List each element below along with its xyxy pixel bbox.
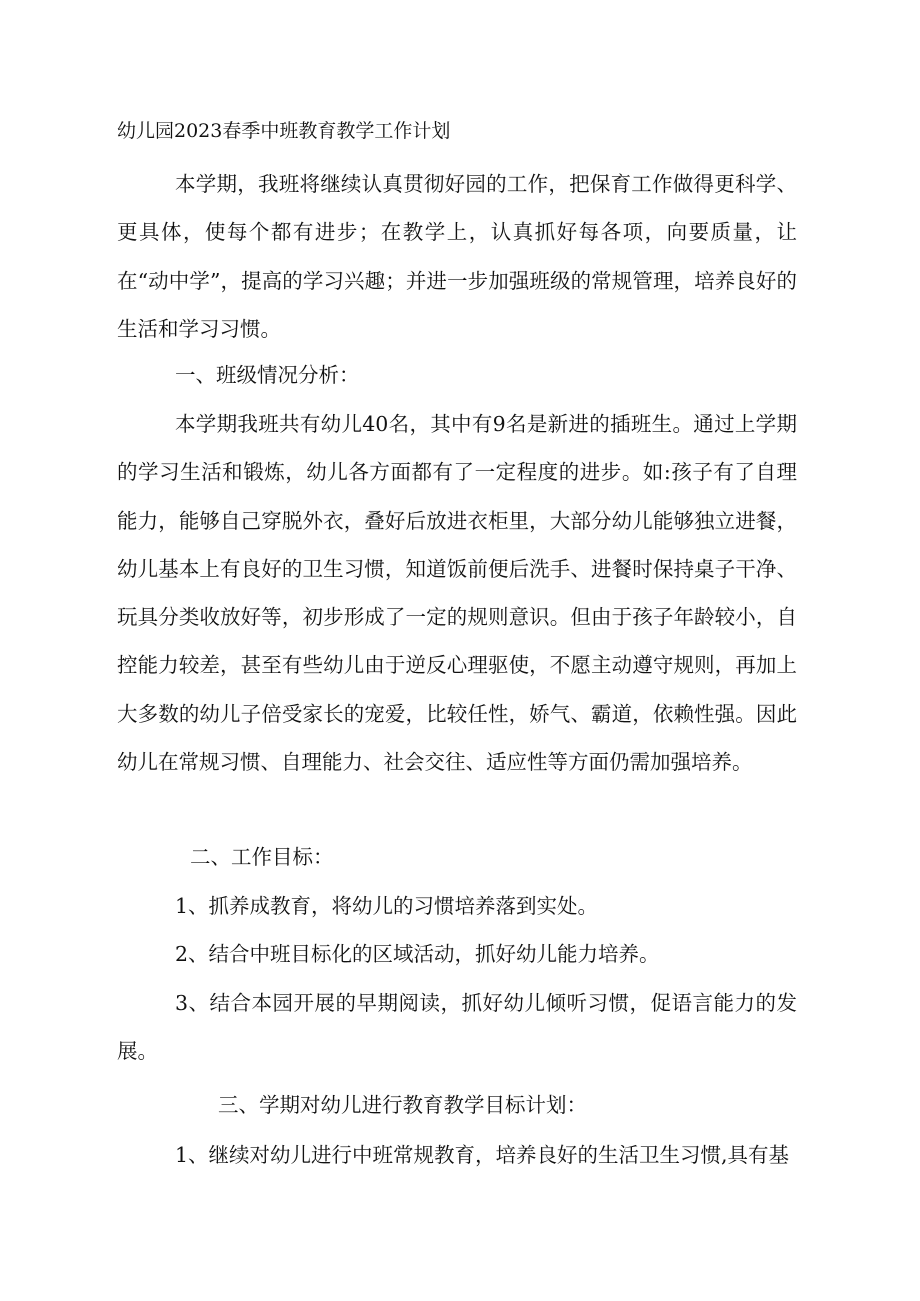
teaching-plan-item: 1、继续对幼儿进行中班常规教育，培养良好的生活卫生习惯,具有基 xyxy=(175,1143,790,1167)
document-title: 幼儿园2023春季中班教育教学工作计划 xyxy=(117,120,451,142)
work-goal-item: 2、结合中班目标化的区域活动，抓好幼儿能力培养。 xyxy=(175,942,660,966)
section-heading-work-goals: 二、工作目标： xyxy=(190,845,334,869)
section-heading-class-analysis: 一、班级情况分析： xyxy=(175,363,360,387)
section-heading-teaching-plan: 三、学期对幼儿进行教育教学目标计划： xyxy=(218,1093,587,1117)
work-goal-item: 1、抓养成教育，将幼儿的习惯培养落到实处。 xyxy=(175,894,599,918)
intro-paragraph: 本学期，我班将继续认真贯彻好园的工作，把保育工作做得更科学、更具体，使每个都有进步；在教学上，认真抓好每各项，向要质量，让在“动中学”，提高的学习兴趣；并进一步加强班级的常规管理，培养良好的生活和学习习惯。 xyxy=(117,172,797,341)
work-goal-item: 3、结合本园开展的早期阅读，抓好幼儿倾听习惯，促语言能力的发展。 xyxy=(117,991,797,1064)
class-analysis-paragraph: 本学期我班共有幼儿40名，其中有9名是新进的插班生。通过上学期的学习生活和锻炼，幼儿各方面都有了一定程度的进步。如:孩子有了自理能力，能够自己穿脱外衣，叠好后放进衣柜里，大部分幼儿能够独立进餐，幼儿基本上有良好的卫生习惯，知道饭前便后洗手、进餐时保持桌子干净、玩具分类收放好等，初步形成了一定的规则意识。但由于孩子年龄较小，自控能力较差，甚至有些幼儿由于逆反心理驱使，不愿主动遵守规则，再加上大多数的幼儿子倍受家长的宠爱，比较任性，娇气、霸道，依赖性强。因此幼儿在常规习惯、自理能力、社会交往、适应性等方面仍需加强培养。 xyxy=(117,412,797,775)
